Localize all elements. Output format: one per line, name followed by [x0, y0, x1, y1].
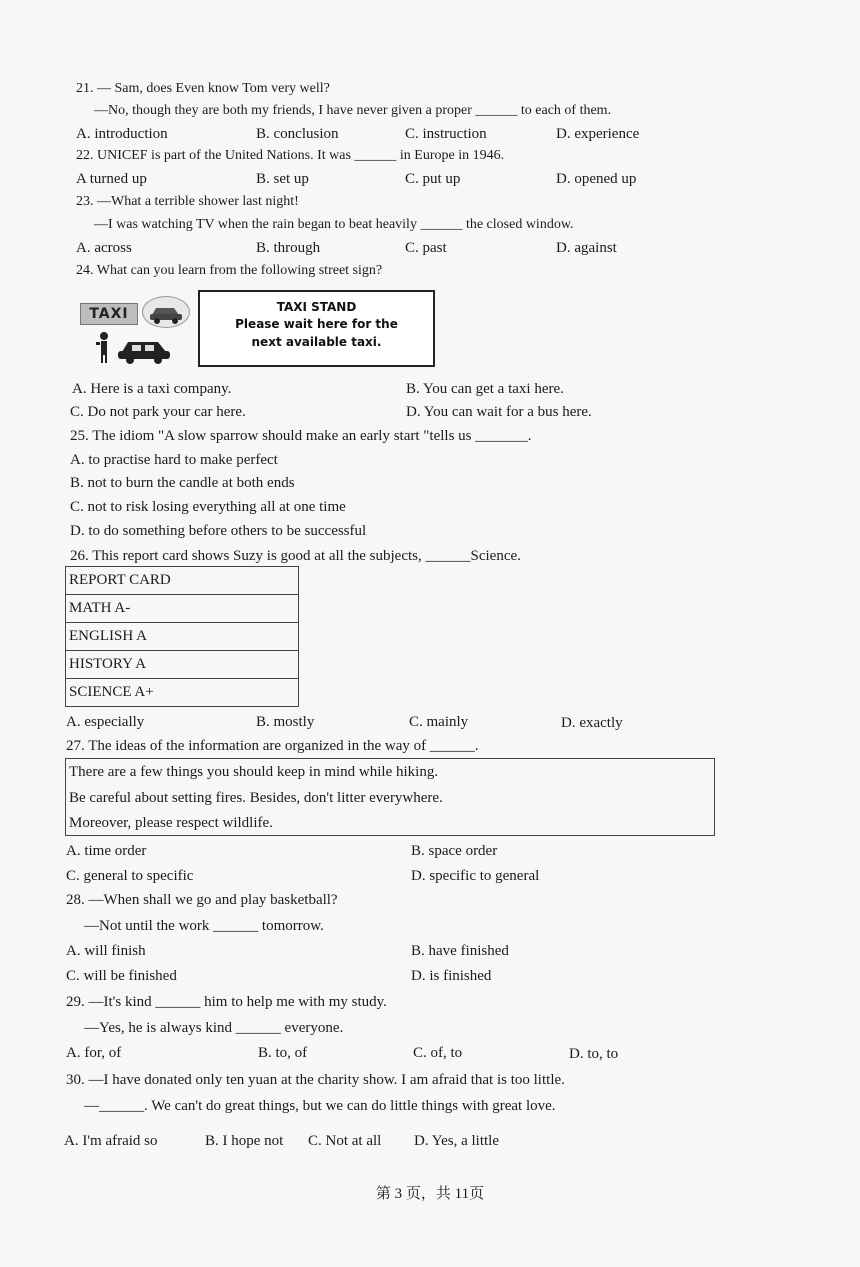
q28-option-c: C. will be finished: [66, 968, 177, 984]
q23-option-b: B. through: [256, 240, 321, 256]
q27-option-c: C. general to specific: [66, 868, 194, 884]
q25-stem: 25. The idiom "A slow sparrow should make an early start "tells us _______.: [70, 428, 532, 444]
q28-option-a: A. will finish: [66, 943, 146, 959]
q29-option-a: A. for, of: [66, 1045, 122, 1061]
q25-option-a: A. to practise hard to make perfect: [70, 452, 278, 468]
q29-stem: 29. —It's kind ______ him to help me with my study.: [66, 994, 387, 1010]
q26-option-c: C. mainly: [409, 714, 469, 730]
report-card-row: ENGLISH A: [66, 623, 299, 651]
sign-title: TAXI STAND: [276, 300, 357, 314]
q30-option-d: D. Yes, a little: [414, 1133, 500, 1149]
q25-option-b: B. not to burn the candle at both ends: [70, 475, 295, 491]
q26-option-d: D. exactly: [561, 715, 623, 731]
q30-option-a: A. I'm afraid so: [64, 1133, 158, 1149]
box-line: Moreover, please respect wildlife.: [69, 815, 273, 831]
taxi-logo: TAXI: [80, 303, 138, 325]
report-card-row: MATH A-: [66, 595, 299, 623]
q24-stem: 24. What can you learn from the following street sign?: [76, 263, 383, 278]
q23-option-c: C. past: [405, 240, 447, 256]
q28-stem: 28. —When shall we go and play basketball?: [66, 892, 338, 908]
q28-reply: —Not until the work ______ tomorrow.: [84, 918, 324, 934]
q21-option-a: A. introduction: [76, 126, 168, 142]
box-line: There are a few things you should keep in mind while hiking.: [69, 764, 439, 780]
q21-option-b: B. conclusion: [256, 126, 339, 142]
q25-option-c: C. not to risk losing everything all at one time: [70, 499, 346, 515]
q30-stem: 30. —I have donated only ten yuan at the charity show. I am afraid that is too little.: [66, 1072, 565, 1088]
q23-stem: 23. —What a terrible shower last night!: [76, 194, 299, 209]
sign-line-2: next available taxi.: [251, 335, 382, 349]
person-hailing-taxi-icon: [92, 330, 182, 364]
q29-option-c: C. of, to: [413, 1045, 463, 1061]
q25-option-d: D. to do something before others to be successful: [70, 523, 367, 539]
q30-option-b: B. I hope not: [205, 1133, 284, 1149]
q24-option-b: B. You can get a taxi here.: [406, 381, 564, 397]
q28-option-d: D. is finished: [411, 968, 492, 984]
q24-option-d: D. You can wait for a bus here.: [406, 404, 592, 420]
report-card-row: SCIENCE A+: [66, 679, 299, 707]
q22-option-b: B. set up: [256, 171, 309, 187]
q23-option-a: A. across: [76, 240, 132, 256]
q27-stem: 27. The ideas of the information are organized in the way of ______.: [66, 738, 479, 754]
q29-option-b: B. to, of: [258, 1045, 308, 1061]
box-line: Be careful about setting fires. Besides, don't litter everywhere.: [69, 790, 443, 806]
q28-option-b: B. have finished: [411, 943, 509, 959]
sign-line-1: Please wait here for the: [235, 317, 398, 331]
q30-reply: —______. We can't do great things, but we can do little things with great love.: [84, 1098, 556, 1114]
hiking-info-box: [65, 758, 715, 836]
taxi-stand-sign: [198, 290, 435, 367]
q24-option-c: C. Do not park your car here.: [70, 404, 246, 420]
report-card-title: REPORT CARD: [66, 567, 299, 595]
q27-option-a: A. time order: [66, 843, 147, 859]
q26-stem: 26. This report card shows Suzy is good at all the subjects, ______Science.: [70, 548, 521, 564]
report-card-row: HISTORY A: [66, 651, 299, 679]
q22-option-c: C. put up: [405, 171, 461, 187]
q29-reply: —Yes, he is always kind ______ everyone.: [84, 1020, 344, 1036]
q21-stem: 21. — Sam, does Even know Tom very well?: [76, 81, 330, 96]
q21-reply: —No, though they are both my friends, I have never given a proper ______ to each of them.: [94, 103, 612, 118]
q26-option-b: B. mostly: [256, 714, 315, 730]
q21-option-c: C. instruction: [405, 126, 487, 142]
q21-option-d: D. experience: [556, 126, 640, 142]
q26-option-a: A. especially: [66, 714, 145, 730]
taxi-car-icon: [142, 296, 190, 328]
q27-option-b: B. space order: [411, 843, 498, 859]
q22-option-a: A turned up: [76, 171, 147, 187]
q22-stem: 22. UNICEF is part of the United Nations. It was ______ in Europe in 1946.: [76, 148, 505, 163]
q23-option-d: D. against: [556, 240, 617, 256]
q30-option-c: C. Not at all: [308, 1133, 382, 1149]
report-card-table: [65, 566, 299, 707]
q22-option-d: D. opened up: [556, 171, 637, 187]
q23-reply: —I was watching TV when the rain began to beat heavily ______ the closed window.: [94, 217, 574, 232]
q27-option-d: D. specific to general: [411, 868, 540, 884]
q24-option-a: A. Here is a taxi company.: [72, 381, 232, 397]
q29-option-d: D. to, to: [569, 1046, 619, 1062]
page-number: 第 3 页，共 11页: [375, 1186, 485, 1202]
